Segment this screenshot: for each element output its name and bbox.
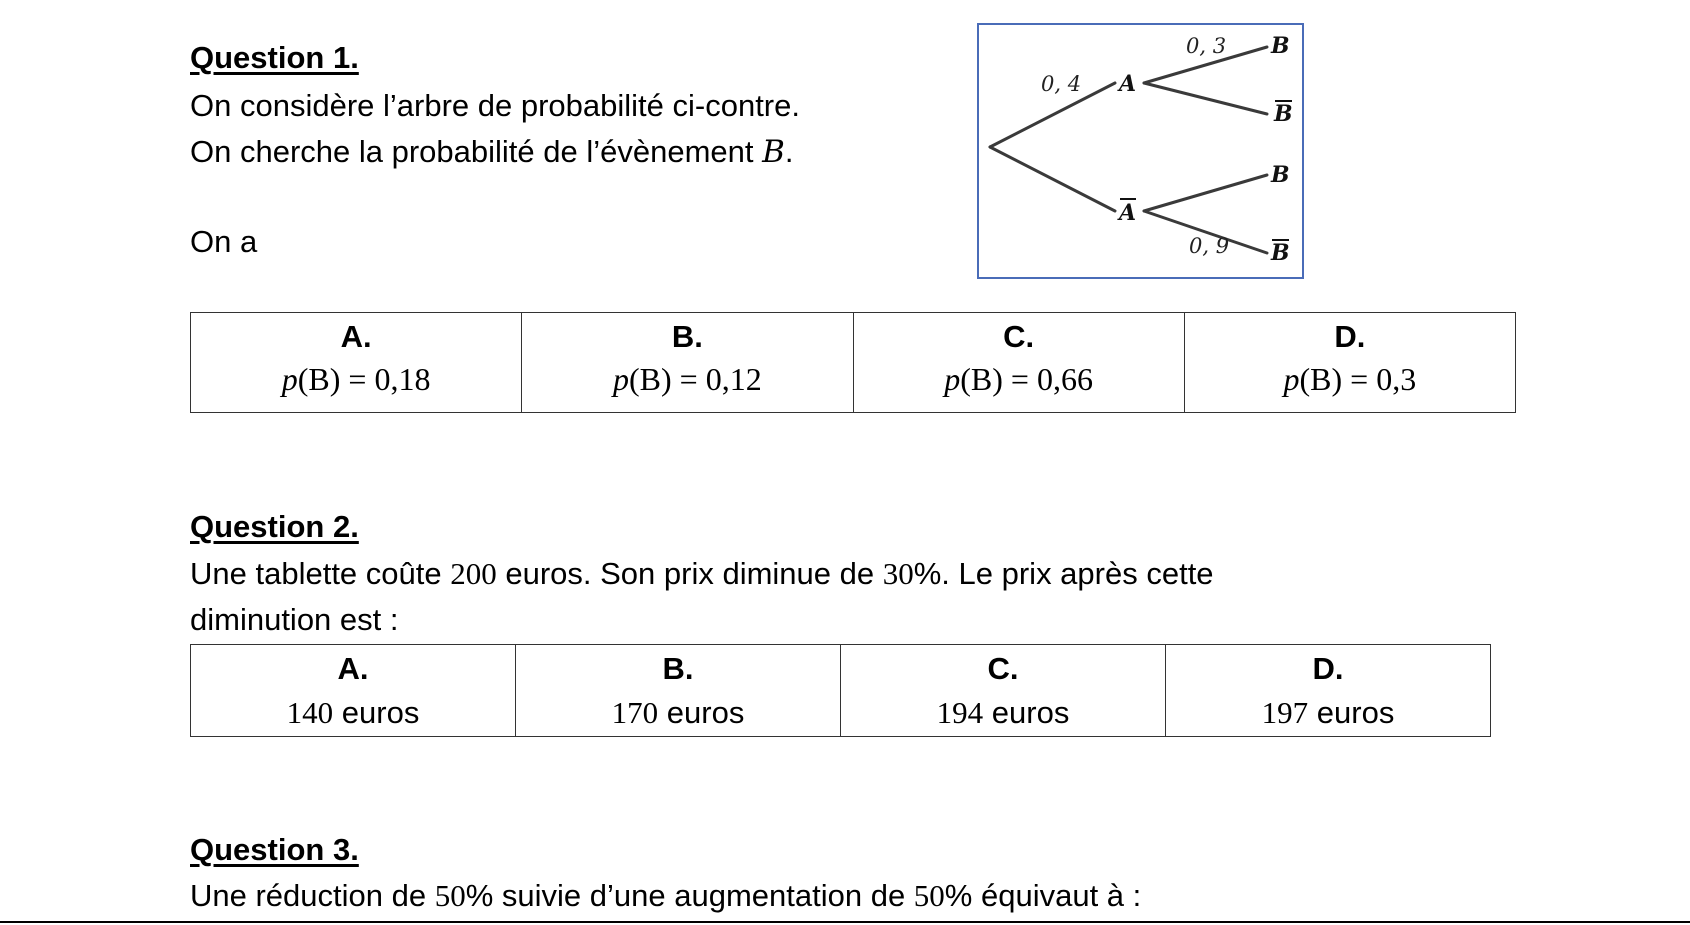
node-B-2: B [1271, 162, 1290, 188]
question-1-line-2-text: On cherche la probabilité de l’évènement [190, 134, 763, 169]
choice-value: 170 euros [611, 695, 745, 730]
node-B-1: B [1271, 33, 1290, 59]
choice-letter: B. [662, 651, 694, 686]
question-2-title: Question 2. [190, 509, 359, 544]
question-3-table-top-border [0, 921, 1690, 923]
question-2-choices-table [190, 644, 1491, 737]
event-variable: B [762, 134, 785, 170]
node-A: A [1119, 71, 1137, 97]
question-2-choice-a[interactable] [191, 645, 516, 737]
question-2-choice-c[interactable] [841, 645, 1166, 737]
choice-letter: C. [1003, 319, 1035, 354]
choice-value: 194 euros [936, 695, 1070, 730]
choice-value: p(B) = 0,66 [944, 361, 1093, 397]
question-1-choice-b[interactable] [522, 313, 853, 413]
node-B-bar-2: B [1271, 240, 1290, 266]
choice-letter: D. [1334, 319, 1366, 354]
branch-label-root-A: 0, 4 [1041, 72, 1082, 96]
question-1-line-1: On considère l’arbre de probabilité ci-contre. [190, 88, 800, 123]
probability-tree-diagram [979, 25, 1302, 277]
question-2-line-2: diminution est : [190, 602, 399, 637]
question-3-line-1: Une réduction de 50% suivie d’une augmentation de 50% équivaut à : [190, 878, 1142, 913]
question-2-choice-b[interactable] [516, 645, 841, 737]
choice-letter: A. [340, 319, 372, 354]
question-1-choice-d[interactable] [1184, 313, 1515, 413]
choice-letter: A. [337, 651, 369, 686]
branch-label-Abar-Bbar: 0, 9 [1189, 234, 1230, 258]
question-3-title: Question 3. [190, 832, 359, 867]
question-1-title: Question 1. [190, 40, 359, 75]
node-A-bar: A [1119, 200, 1137, 226]
probability-tree [977, 23, 1304, 279]
choice-value: p(B) = 0,12 [613, 361, 762, 397]
node-B-bar-1: B [1274, 101, 1293, 127]
question-1-choice-c[interactable] [853, 313, 1184, 413]
question-2-choice-d[interactable] [1166, 645, 1491, 737]
question-2-line-1: Une tablette coûte 200 euros. Son prix diminue de 30%. Le prix après cette [190, 556, 1214, 591]
question-1-line-2 [190, 134, 794, 170]
question-1-choice-a[interactable] [191, 313, 522, 413]
choice-letter: C. [987, 651, 1019, 686]
question-1-line-3: On a [190, 224, 258, 259]
choice-letter: B. [671, 319, 703, 354]
choice-value: 197 euros [1261, 695, 1395, 730]
choice-letter: D. [1312, 651, 1344, 686]
question-1-choices-table [190, 312, 1516, 413]
branch-label-A-B: 0, 3 [1186, 34, 1227, 58]
choice-value: p(B) = 0,3 [1283, 361, 1417, 397]
event-suffix: . [784, 134, 794, 169]
choice-value: p(B) = 0,18 [281, 361, 431, 397]
choice-value: 140 euros [286, 695, 420, 730]
